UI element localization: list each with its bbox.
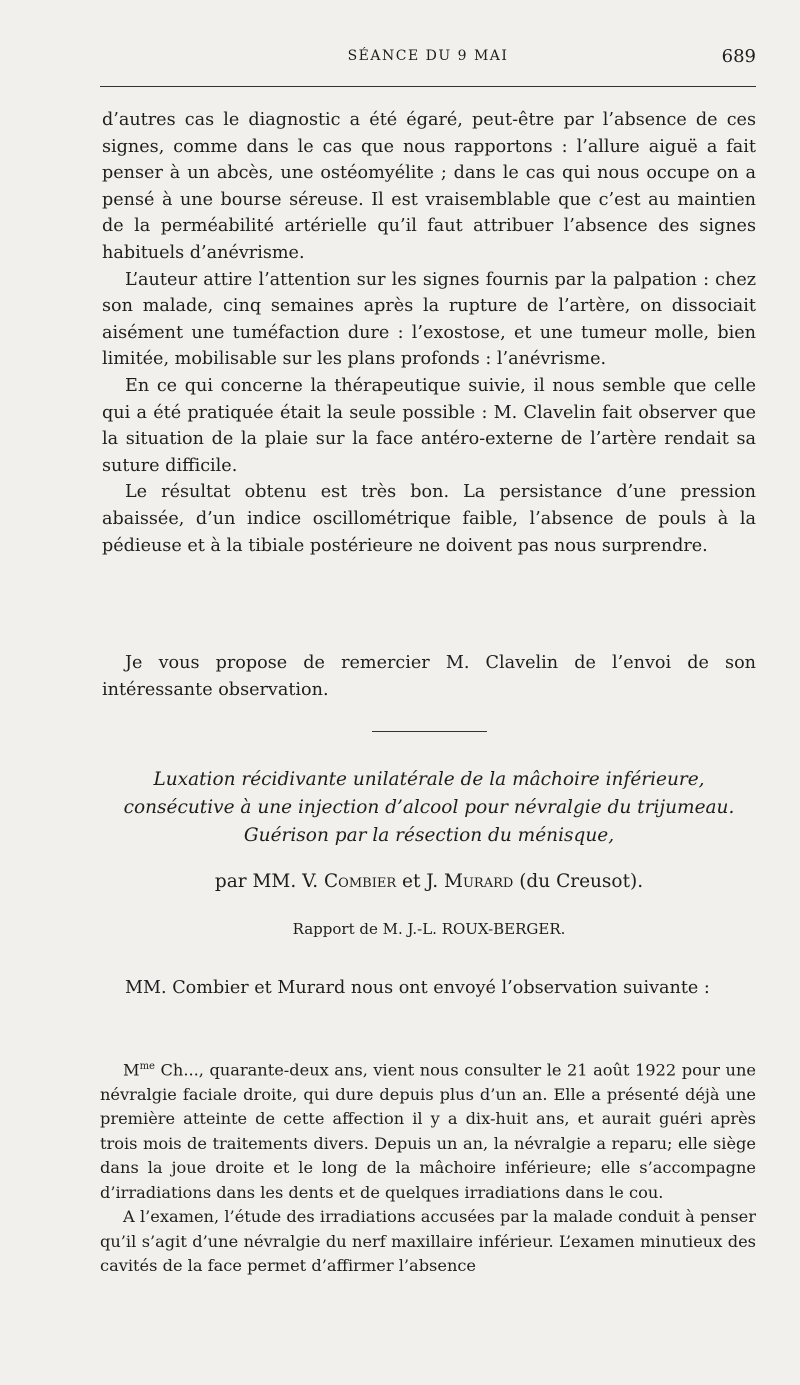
body-paragraph: d’autres cas le diagnostic a été égaré, peut-être par l’absence de ces signes, comme dans le cas que nous rapportons : l’allure aiguë a fait penser à un abcès, une ostéomyélite ; dans le cas qui nous occupe on a pensé à une bourse séreuse. Il est vraisemblable que c’est au maintien de la perméabilité artérielle qu’il faut attribuer l’absence des signes habituels d’anévrisme. <box>102 110 756 263</box>
conclusion-block <box>102 650 756 703</box>
title-abbrev: M <box>123 1060 140 1080</box>
page-header <box>100 44 756 74</box>
article-authors <box>100 871 758 892</box>
observation-paragraph <box>100 1055 756 1205</box>
article-intro-block <box>102 975 756 1002</box>
authors-suffix: (du Creusot). <box>519 871 644 892</box>
body-paragraph: En ce qui concerne la thérapeutique suivie, il nous semble que celle qui a été pratiquée était la seule possible : M. Clavelin fait observer que la situation de la plaie sur la face antéro-externe de l’artère rendait sa suture difficile. <box>102 375 756 476</box>
section-divider <box>372 731 487 732</box>
authors-prefix: par MM. V. <box>214 871 319 892</box>
authors-mid: et J. <box>402 871 439 892</box>
body-paragraph: Le résultat obtenu est très bon. La persistance d’une pression abaissée, d’un indice oscillométrique faible, l’absence de pouls à la pédieuse et à la tibiale postérieure ne doivent pas nous surprendre. <box>102 482 756 556</box>
article-title-line: Guérison par la résection du ménisque, <box>243 825 615 846</box>
author-name: Combier <box>324 871 397 892</box>
page-number: 689 <box>721 46 756 67</box>
article-title <box>100 766 758 850</box>
article-title-line: consécutive à une injection d’alcool pour névralgie du trijumeau. <box>123 797 735 818</box>
rapporteur-line: Rapport de M. J.-L. ROUX-BERGER. <box>292 920 566 938</box>
header-rule <box>100 86 756 87</box>
title-superscript: me <box>139 1061 155 1072</box>
observation-text-run: Ch..., quarante-deux ans, vient nous consulter le 21 août 1922 pour une névralgie faciale droite, qui dure depuis plus d’un an. Elle a présenté déjà une première atteinte de cette affection il y a dix-huit ans, et aurait guéri après trois mois de traitements divers. Depuis un an, la névralgie a reparu; elle siège dans la joue droite et le long de la mâchoire inférieure; elle s’accompagne d’irradiations dans les dents et de quelques irradiations dans le cou. <box>100 1060 756 1202</box>
author-name: Murard <box>444 871 514 892</box>
body-paragraph: L’auteur attire l’attention sur les signes fournis par la palpation : chez son malade, cinq semaines après la rupture de l’artère, on dissociait aisément une tuméfaction dure : l’exostose, et une tumeur molle, bien limitée, mobilisable sur les plans profonds : l’anévrisme. <box>102 269 756 370</box>
observation-paragraph: A l’examen, l’étude des irradiations accusées par la malade conduit à penser qu’il s’agit d’une névralgie du nerf maxillaire inférieur. L’examen minutieux des cavités de la face permet d’affirmer l’absence <box>100 1207 756 1276</box>
article-intro: MM. Combier et Murard nous ont envoyé l’observation suivante : <box>125 978 710 998</box>
article-title-line: Luxation récidivante unilatérale de la mâchoire inférieure, <box>153 769 705 790</box>
report-body <box>102 107 756 559</box>
conclusion-paragraph: Je vous propose de remercier M. Clavelin de l’envoi de son intéressante observation. <box>102 653 756 700</box>
running-head: SÉANCE DU 9 MAI <box>347 48 509 64</box>
observation-text <box>100 1055 756 1279</box>
